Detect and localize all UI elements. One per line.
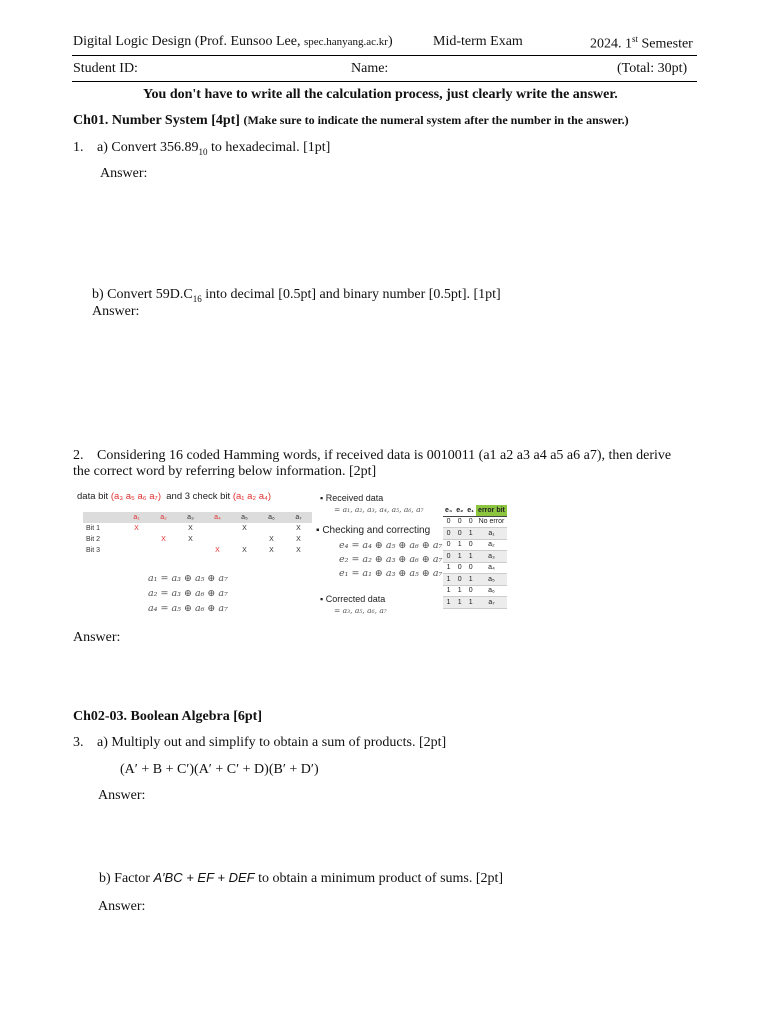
figure-caption: data bit (a₃ a₅ a₆ a₇) and 3 check bit (a₁ a₂ a₄) xyxy=(77,491,272,502)
received-title: ▪ Received data xyxy=(320,493,384,503)
error-bit-table: e₄ e₂ e₁ error bit 0 0 0 No error 0 0 1 a₁ 0 1 0 a₂ 0 1 1 a₃ 1 0 0 a₄ 1 0 1 a₅ 1 1 0 a₆ 1 1 1 a₇ xyxy=(443,505,507,609)
check-eq-2: e₂ = a₂ ⊕ a₃ ⊕ a₆ ⊕ a₇ xyxy=(339,554,443,565)
exam-notice: You don't have to write all the calculation process, just clearly write the answer. xyxy=(143,87,618,102)
table-row: Bit 1 X X X X xyxy=(86,525,301,532)
q2-line1: Considering 16 coded Hamming words, if received data is 0010011 (a1 a2 a3 a4 a5 a6 a7), then derive xyxy=(97,448,672,463)
parity-eq-2: a₂ = a₃ ⊕ a₆ ⊕ a₇ xyxy=(148,588,228,599)
q3b-text: b) Factor A′BC + EF + DEF to obtain a minimum product of sums. [2pt] xyxy=(99,870,504,886)
q1b-answer-label: Answer: xyxy=(92,304,140,319)
parity-eq-1: a₁ = a₃ ⊕ a₅ ⊕ a₇ xyxy=(148,573,228,584)
table-row: 1 0 0 a₄ xyxy=(443,562,507,574)
table-row: 1 1 1 a₇ xyxy=(443,597,507,609)
received-value: = a₁, a₂, a₃, a₄, a₅, a₆, a₇ xyxy=(334,505,424,514)
q3a-text: a) Multiply out and simplify to obtain a sum of products. [2pt] xyxy=(97,735,447,750)
q1b-text: b) Convert $59D.C_{16}$ into decimal [0.5pt] and binary number [0.5pt]. [1pt] xyxy=(92,287,501,304)
name-label: Name: xyxy=(351,61,389,76)
check-eq-1: e₄ = a₄ ⊕ a₅ ⊕ a₆ ⊕ a₇ xyxy=(339,540,443,551)
student-id-label: Student ID: xyxy=(73,61,138,76)
course-title: Digital Logic Design (Prof. Eunsoo Lee, spec.hanyang.ac.kr) xyxy=(73,34,393,49)
q1-number: 1. xyxy=(73,140,84,155)
table-row: 0 1 0 a₂ xyxy=(443,539,507,551)
section-note: (Make sure to indicate the numeral system after the number in the answer.) xyxy=(243,113,629,127)
checking-title: ▪ Checking and correcting xyxy=(316,525,431,536)
table-row: 0 0 1 a₁ xyxy=(443,528,507,540)
header-rule-2 xyxy=(72,81,697,82)
total-points: (Total: 30pt) xyxy=(617,61,688,76)
table-row: 0 0 0 No error xyxy=(443,516,507,528)
q2-answer-label: Answer: xyxy=(73,630,121,645)
q2-line2: the correct word by referring below information. [2pt] xyxy=(73,464,377,479)
table-row: Bit 2 X X X X xyxy=(86,536,301,543)
q3b-answer-label: Answer: xyxy=(98,899,146,914)
q1a-text: a) Convert $356.89_{10}$ to hexadecimal. [1pt] xyxy=(97,140,331,157)
q3b-expression: A′BC + EF + DEF xyxy=(153,870,255,885)
section-title: Ch01. Number System [4pt] xyxy=(73,113,240,128)
q3a-expression: (A′ + B + C′)(A′ + C′ + D)(B′ + D′) xyxy=(120,762,319,777)
exam-title: Mid-term Exam xyxy=(433,34,523,49)
table-row: 1 0 1 a₅ xyxy=(443,574,507,586)
q3-number: 3. xyxy=(73,735,84,750)
table-row: 0 1 1 a₃ xyxy=(443,551,507,563)
hamming-parity-table: a₁ a₂ a₃ a₄ a₅ a₆ a₇ Bit 1 X X X X Bit 2 X X X X Bit 3 X X X X xyxy=(83,512,312,556)
corrected-value: = a₃, a₅, a₆, a₇ xyxy=(334,606,387,615)
table-row: 1 1 0 a₆ xyxy=(443,585,507,597)
section-ch02: Ch02-03. Boolean Algebra [6pt] xyxy=(73,709,262,724)
header-rule xyxy=(72,55,697,56)
parity-eq-3: a₄ = a₅ ⊕ a₆ ⊕ a₇ xyxy=(148,603,228,614)
corrected-title: ▪ Corrected data xyxy=(320,594,386,604)
q3a-answer-label: Answer: xyxy=(98,788,146,803)
q2-number: 2. xyxy=(73,448,84,463)
check-eq-3: e₁ = a₁ ⊕ a₃ ⊕ a₅ ⊕ a₇ xyxy=(339,568,443,579)
course-email: spec.hanyang.ac.kr xyxy=(303,36,388,48)
q1a-answer-label: Answer: xyxy=(100,166,148,181)
table-row: Bit 3 X X X X xyxy=(86,547,301,554)
semester: 2024. 1st Semester xyxy=(590,34,693,52)
section-ch01 xyxy=(73,113,629,129)
